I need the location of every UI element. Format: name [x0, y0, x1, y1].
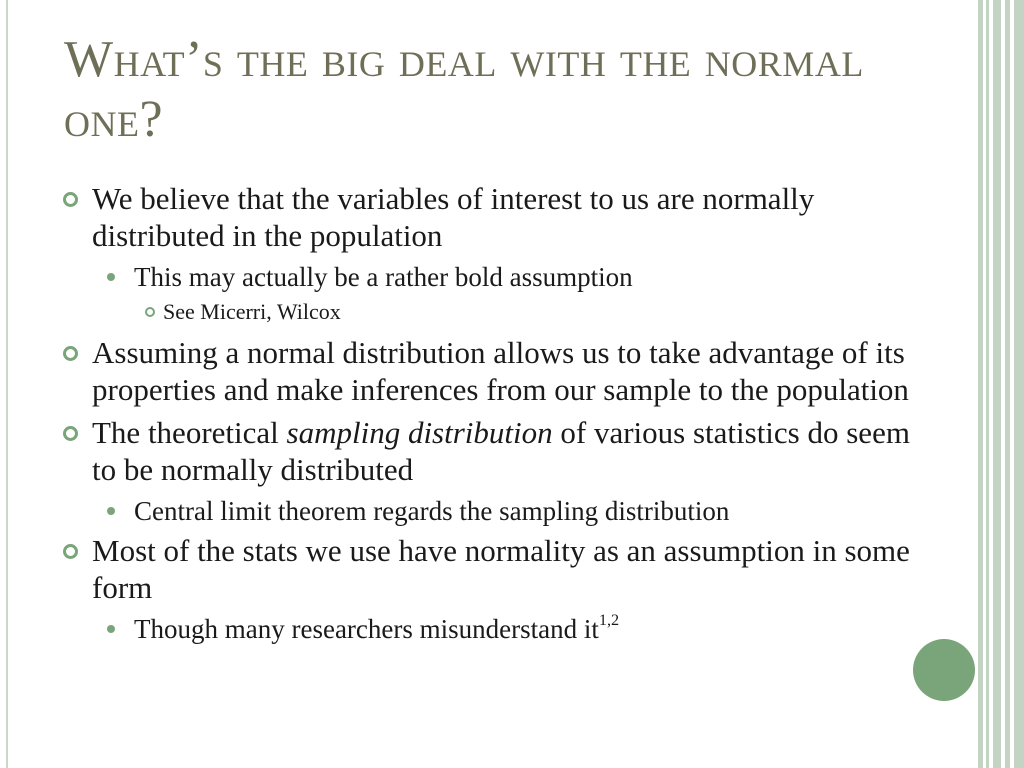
bullet-item [60, 180, 920, 254]
ring-bullet-icon [63, 544, 78, 559]
footnote-marker: 1,2 [598, 611, 620, 630]
sub-bullet-item [60, 260, 920, 294]
slide-title: What’s the big deal with the normal one? [64, 31, 864, 148]
bullet-text: Most of the stats we use have normality as an assumption in some form [92, 533, 910, 605]
sub-bullet-item [60, 612, 920, 646]
left-border-line [6, 0, 8, 768]
slide-body [60, 180, 920, 650]
sub-bullet-item [60, 494, 920, 528]
sub-bullet-text: This may actually be a rather bold assumption [134, 262, 633, 292]
bullet-text: Assuming a normal distribution allows us to take advantage of its properties and make inferences from our sample to the population [92, 335, 909, 407]
decorative-stripe [1014, 0, 1024, 768]
bullet-item [60, 414, 920, 488]
decorative-stripe [978, 0, 983, 768]
sub-bullet-text: Central limit theorem regards the sampling distribution [134, 496, 730, 526]
bullet-text-italic: sampling distribution [286, 415, 553, 450]
bullet-text-after: of various statistics do seem to be normally distributed [92, 415, 910, 487]
decorative-stripe [1005, 0, 1010, 768]
bullet-item [60, 532, 920, 606]
bullet-item [60, 334, 920, 408]
decorative-circle [913, 639, 975, 701]
bullet-text-before: The theoretical [92, 415, 287, 450]
dot-bullet-icon [107, 507, 115, 515]
ring-bullet-icon [63, 426, 78, 441]
bullet-text: We believe that the variables of interest to us are normally distributed in the population [92, 181, 815, 253]
sub-sub-bullet-text: See Micerri, Wilcox [163, 299, 341, 324]
ring-bullet-icon [145, 307, 155, 317]
decorative-stripe [986, 0, 989, 768]
decorative-stripe [993, 0, 1001, 768]
sub-bullet-text: Though many researchers misunderstand it [134, 614, 599, 644]
ring-bullet-icon [63, 346, 78, 361]
sub-sub-bullet-item [60, 298, 920, 326]
dot-bullet-icon [107, 273, 115, 281]
ring-bullet-icon [63, 192, 78, 207]
dot-bullet-icon [107, 625, 115, 633]
